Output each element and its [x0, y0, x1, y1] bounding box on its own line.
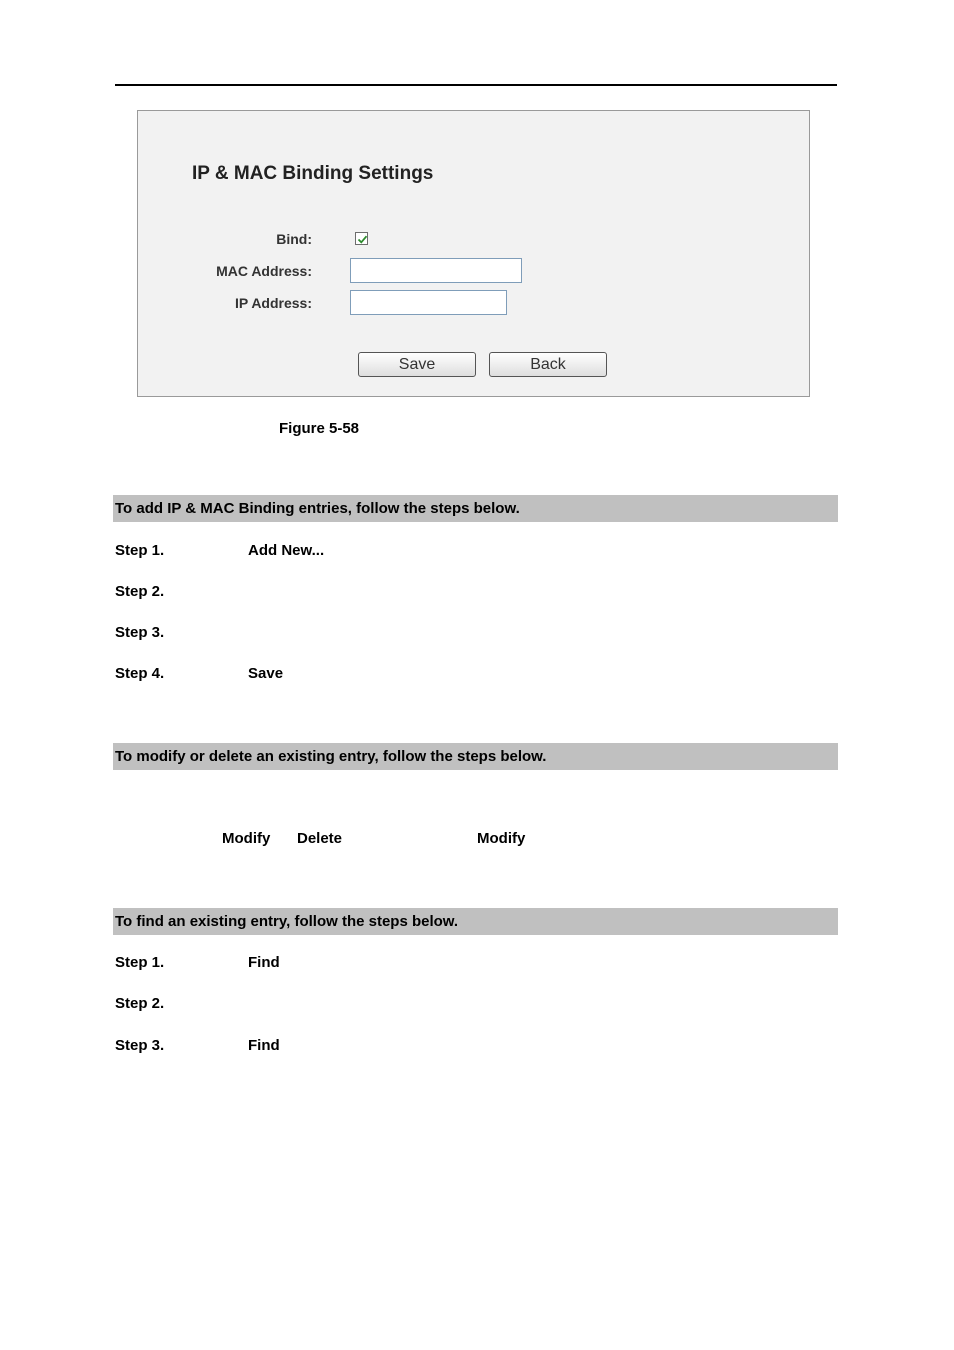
settings-title: IP & MAC Binding Settings	[192, 163, 434, 184]
bind-label: Bind:	[276, 231, 312, 247]
add-section-heading: To add IP & MAC Binding entries, follow the steps below.	[113, 495, 838, 522]
add-step-label: Step 3.	[115, 624, 165, 641]
mac-address-label: MAC Address:	[216, 263, 312, 279]
find-step-label: Step 3.	[115, 1037, 165, 1054]
ip-address-input[interactable]	[350, 290, 507, 315]
save-button[interactable]: Save	[358, 352, 476, 377]
find-step-keyword: Find	[248, 1037, 280, 1054]
delete-keyword: Delete	[297, 830, 343, 847]
add-step-label: Step 1.	[115, 542, 165, 559]
check-icon	[357, 234, 368, 245]
header-rule	[115, 84, 837, 86]
ip-address-label: IP Address:	[234, 295, 312, 311]
add-step-keyword: Add New...	[248, 542, 325, 559]
figure-caption: Figure 5-58	[279, 420, 360, 437]
find-step-label: Step 1.	[115, 954, 165, 971]
modify-section-heading: To modify or delete an existing entry, follow the steps below.	[113, 743, 838, 770]
binding-settings-screenshot	[137, 110, 810, 397]
find-step-keyword: Find	[248, 954, 280, 971]
find-step-label: Step 2.	[115, 995, 165, 1012]
add-step-label: Step 2.	[115, 583, 165, 600]
bind-checkbox[interactable]	[355, 232, 368, 245]
find-section-heading: To find an existing entry, follow the steps below.	[113, 908, 838, 935]
add-step-keyword: Save	[248, 665, 284, 682]
back-button[interactable]: Back	[489, 352, 607, 377]
modify-keyword: Modify	[477, 830, 526, 847]
modify-keyword: Modify	[222, 830, 271, 847]
mac-address-input[interactable]	[350, 258, 522, 283]
add-step-label: Step 4.	[115, 665, 165, 682]
